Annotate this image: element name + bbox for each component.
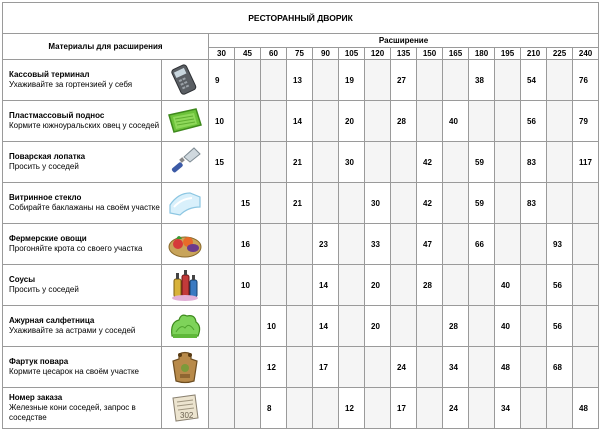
display-glass-icon bbox=[162, 183, 209, 224]
spatula-icon bbox=[162, 142, 209, 183]
level-header-135: 135 bbox=[391, 48, 417, 60]
level-header-225: 225 bbox=[547, 48, 573, 60]
level-header-45: 45 bbox=[235, 48, 261, 60]
value-cell bbox=[417, 101, 443, 142]
value-cell bbox=[495, 183, 521, 224]
value-cell bbox=[209, 183, 235, 224]
table-row bbox=[3, 142, 599, 183]
value-cell bbox=[547, 388, 573, 429]
value-cell: 28 bbox=[417, 265, 443, 306]
value-cell bbox=[469, 265, 495, 306]
value-cell: 48 bbox=[495, 347, 521, 388]
value-cell bbox=[547, 183, 573, 224]
value-cell: 93 bbox=[547, 224, 573, 265]
material-name: Кассовый терминал bbox=[9, 70, 90, 79]
value-cell bbox=[469, 101, 495, 142]
value-cell bbox=[261, 60, 287, 101]
value-cell: 10 bbox=[261, 306, 287, 347]
value-cell: 83 bbox=[521, 142, 547, 183]
value-cell: 56 bbox=[547, 265, 573, 306]
value-cell bbox=[521, 388, 547, 429]
value-cell: 14 bbox=[287, 101, 313, 142]
value-cell bbox=[235, 388, 261, 429]
value-cell bbox=[547, 142, 573, 183]
material-description: Ухаживайте за гортензией у себя bbox=[9, 80, 133, 89]
value-cell bbox=[365, 101, 391, 142]
value-cell: 38 bbox=[469, 60, 495, 101]
material-description: Ухаживайте за астрами у соседей bbox=[9, 326, 136, 335]
value-cell bbox=[313, 183, 339, 224]
material-description: Кормите южноуральских овец у соседей bbox=[9, 121, 160, 130]
level-header-195: 195 bbox=[495, 48, 521, 60]
value-cell: 14 bbox=[313, 306, 339, 347]
material-description: Собирайте баклажаны на своём участке bbox=[9, 203, 160, 212]
value-cell: 30 bbox=[365, 183, 391, 224]
level-header-120: 120 bbox=[365, 48, 391, 60]
value-cell bbox=[573, 183, 599, 224]
value-cell: 28 bbox=[443, 306, 469, 347]
material-cell bbox=[3, 224, 162, 265]
order-number-icon bbox=[162, 388, 209, 429]
value-cell bbox=[209, 388, 235, 429]
value-cell: 8 bbox=[261, 388, 287, 429]
value-cell: 9 bbox=[209, 60, 235, 101]
material-cell bbox=[3, 388, 162, 429]
material-name: Номер заказа bbox=[9, 393, 63, 402]
material-name: Ажурная салфетница bbox=[9, 316, 95, 325]
value-cell bbox=[417, 60, 443, 101]
level-header-150: 150 bbox=[417, 48, 443, 60]
value-cell bbox=[391, 306, 417, 347]
value-cell bbox=[417, 388, 443, 429]
level-header-75: 75 bbox=[287, 48, 313, 60]
value-cell bbox=[495, 60, 521, 101]
vegetables-icon bbox=[162, 224, 209, 265]
material-name: Витринное стекло bbox=[9, 193, 82, 202]
value-cell bbox=[573, 347, 599, 388]
value-cell: 20 bbox=[365, 306, 391, 347]
value-cell bbox=[391, 265, 417, 306]
value-cell: 42 bbox=[417, 142, 443, 183]
material-cell bbox=[3, 347, 162, 388]
value-cell bbox=[261, 224, 287, 265]
level-header-105: 105 bbox=[339, 48, 365, 60]
value-cell bbox=[261, 142, 287, 183]
value-cell bbox=[235, 60, 261, 101]
value-cell: 68 bbox=[547, 347, 573, 388]
value-cell bbox=[495, 224, 521, 265]
value-cell bbox=[521, 265, 547, 306]
value-cell bbox=[417, 306, 443, 347]
value-cell bbox=[287, 224, 313, 265]
value-cell: 10 bbox=[209, 101, 235, 142]
value-cell: 17 bbox=[391, 388, 417, 429]
value-cell bbox=[261, 265, 287, 306]
value-cell: 34 bbox=[443, 347, 469, 388]
value-cell bbox=[313, 142, 339, 183]
value-cell bbox=[287, 265, 313, 306]
value-cell: 24 bbox=[391, 347, 417, 388]
value-cell: 76 bbox=[573, 60, 599, 101]
value-cell: 59 bbox=[469, 183, 495, 224]
material-cell bbox=[3, 306, 162, 347]
value-cell: 15 bbox=[235, 183, 261, 224]
value-cell bbox=[209, 306, 235, 347]
chef-apron-icon bbox=[162, 347, 209, 388]
plastic-tray-icon bbox=[162, 101, 209, 142]
materials-header: Материалы для расширения bbox=[3, 34, 209, 60]
svg-text:302: 302 bbox=[180, 411, 194, 420]
value-cell bbox=[209, 265, 235, 306]
value-cell bbox=[235, 142, 261, 183]
material-name: Фартук повара bbox=[9, 357, 69, 366]
value-cell: 79 bbox=[573, 101, 599, 142]
value-cell bbox=[313, 60, 339, 101]
value-cell bbox=[287, 306, 313, 347]
value-cell bbox=[313, 101, 339, 142]
value-cell bbox=[443, 142, 469, 183]
expansion-table bbox=[2, 2, 599, 429]
material-description: Просить у соседей bbox=[9, 285, 79, 294]
value-cell bbox=[287, 347, 313, 388]
value-cell bbox=[339, 224, 365, 265]
value-cell bbox=[521, 306, 547, 347]
value-cell: 14 bbox=[313, 265, 339, 306]
value-cell: 34 bbox=[495, 388, 521, 429]
value-cell: 13 bbox=[287, 60, 313, 101]
value-cell bbox=[521, 347, 547, 388]
value-cell bbox=[365, 347, 391, 388]
value-cell bbox=[443, 60, 469, 101]
table-row bbox=[3, 347, 599, 388]
payment-terminal-icon bbox=[162, 60, 209, 101]
material-name: Соусы bbox=[9, 275, 36, 284]
level-header-210: 210 bbox=[521, 48, 547, 60]
value-cell bbox=[443, 183, 469, 224]
value-cell bbox=[339, 306, 365, 347]
level-header-30: 30 bbox=[209, 48, 235, 60]
value-cell bbox=[469, 388, 495, 429]
value-cell bbox=[573, 224, 599, 265]
material-name: Пластмассовый поднос bbox=[9, 111, 105, 120]
expansion-header: Расширение bbox=[209, 34, 599, 48]
value-cell bbox=[391, 142, 417, 183]
table-title: РЕСТОРАННЫЙ ДВОРИК bbox=[3, 3, 599, 34]
value-cell bbox=[235, 306, 261, 347]
value-cell bbox=[443, 265, 469, 306]
table-row bbox=[3, 388, 599, 429]
value-cell: 27 bbox=[391, 60, 417, 101]
material-cell bbox=[3, 142, 162, 183]
value-cell: 21 bbox=[287, 142, 313, 183]
value-cell bbox=[235, 101, 261, 142]
value-cell bbox=[261, 183, 287, 224]
table-row bbox=[3, 101, 599, 142]
value-cell: 28 bbox=[391, 101, 417, 142]
value-cell: 47 bbox=[417, 224, 443, 265]
value-cell bbox=[495, 142, 521, 183]
table-row bbox=[3, 265, 599, 306]
value-cell bbox=[209, 347, 235, 388]
value-cell: 12 bbox=[261, 347, 287, 388]
value-cell bbox=[235, 347, 261, 388]
value-cell bbox=[365, 388, 391, 429]
value-cell bbox=[365, 142, 391, 183]
value-cell bbox=[261, 101, 287, 142]
value-cell bbox=[443, 224, 469, 265]
value-cell bbox=[547, 101, 573, 142]
material-name: Фермерские овощи bbox=[9, 234, 87, 243]
value-cell: 17 bbox=[313, 347, 339, 388]
value-cell bbox=[287, 388, 313, 429]
value-cell: 117 bbox=[573, 142, 599, 183]
value-cell: 23 bbox=[313, 224, 339, 265]
value-cell: 19 bbox=[339, 60, 365, 101]
value-cell bbox=[469, 306, 495, 347]
level-header-165: 165 bbox=[443, 48, 469, 60]
level-header-180: 180 bbox=[469, 48, 495, 60]
value-cell bbox=[495, 101, 521, 142]
table-row bbox=[3, 306, 599, 347]
sauces-icon bbox=[162, 265, 209, 306]
value-cell: 21 bbox=[287, 183, 313, 224]
value-cell bbox=[209, 224, 235, 265]
material-description: Железные кони соседей, запрос в соседстве bbox=[9, 403, 136, 422]
value-cell: 54 bbox=[521, 60, 547, 101]
table-row bbox=[3, 60, 599, 101]
value-cell: 24 bbox=[443, 388, 469, 429]
material-cell bbox=[3, 265, 162, 306]
value-cell: 66 bbox=[469, 224, 495, 265]
material-name: Поварская лопатка bbox=[9, 152, 86, 161]
value-cell: 83 bbox=[521, 183, 547, 224]
value-cell: 20 bbox=[339, 101, 365, 142]
napkin-holder-icon bbox=[162, 306, 209, 347]
value-cell: 56 bbox=[547, 306, 573, 347]
value-cell bbox=[469, 347, 495, 388]
value-cell bbox=[365, 60, 391, 101]
value-cell: 16 bbox=[235, 224, 261, 265]
level-header-240: 240 bbox=[573, 48, 599, 60]
table-row bbox=[3, 224, 599, 265]
value-cell: 40 bbox=[495, 306, 521, 347]
value-cell: 12 bbox=[339, 388, 365, 429]
value-cell bbox=[313, 388, 339, 429]
value-cell: 15 bbox=[209, 142, 235, 183]
value-cell: 30 bbox=[339, 142, 365, 183]
value-cell: 20 bbox=[365, 265, 391, 306]
value-cell bbox=[547, 60, 573, 101]
value-cell bbox=[417, 347, 443, 388]
value-cell: 40 bbox=[495, 265, 521, 306]
material-description: Кормите цесарок на своём участке bbox=[9, 367, 139, 376]
level-header-60: 60 bbox=[261, 48, 287, 60]
material-description: Прогоняйте крота со своего участка bbox=[9, 244, 143, 253]
material-description: Просить у соседей bbox=[9, 162, 79, 171]
value-cell: 42 bbox=[417, 183, 443, 224]
material-cell bbox=[3, 101, 162, 142]
value-cell: 56 bbox=[521, 101, 547, 142]
value-cell: 48 bbox=[573, 388, 599, 429]
material-cell bbox=[3, 183, 162, 224]
value-cell bbox=[339, 183, 365, 224]
value-cell: 59 bbox=[469, 142, 495, 183]
value-cell bbox=[573, 265, 599, 306]
table-row bbox=[3, 183, 599, 224]
value-cell bbox=[521, 224, 547, 265]
value-cell: 33 bbox=[365, 224, 391, 265]
value-cell: 10 bbox=[235, 265, 261, 306]
level-header-90: 90 bbox=[313, 48, 339, 60]
value-cell bbox=[339, 347, 365, 388]
value-cell bbox=[391, 224, 417, 265]
value-cell: 40 bbox=[443, 101, 469, 142]
value-cell bbox=[339, 265, 365, 306]
value-cell bbox=[391, 183, 417, 224]
material-cell bbox=[3, 60, 162, 101]
value-cell bbox=[573, 306, 599, 347]
